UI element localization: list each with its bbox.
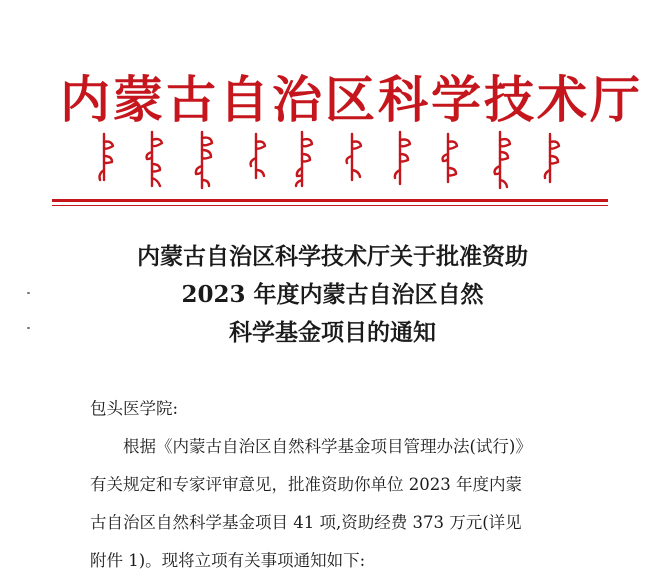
notice-title-line: 内蒙古自治区科学技术厅关于批准资助 [137, 243, 528, 270]
letterhead-divider-thin [52, 205, 608, 206]
body-line: 根据《内蒙古自治区自然科学基金项目管理办法(试行)》 [123, 437, 532, 456]
letterhead-divider-thick [52, 199, 608, 202]
notice-body [90, 390, 590, 580]
body-line: 古自治区自然科学基金项目 41 项,资助经费 373 万元(详见 [90, 513, 522, 532]
mongolian-script-letterhead [88, 130, 578, 192]
notice-title-line: 2023 年度内蒙古自治区自然 [181, 281, 484, 308]
scan-speck [27, 292, 30, 294]
agency-letterhead-name: 内蒙古自治区科学技术厅 [60, 70, 643, 129]
notice-title-line: 科学基金项目的通知 [229, 319, 436, 346]
body-line: 附件 1)。现将立项有关事项通知如下: [90, 551, 366, 570]
scan-speck [27, 327, 30, 329]
notice-title [60, 238, 605, 352]
salutation: 包头医学院: [90, 399, 179, 418]
body-line: 有关规定和专家评审意见，批准资助你单位 2023 年度内蒙 [90, 475, 522, 494]
